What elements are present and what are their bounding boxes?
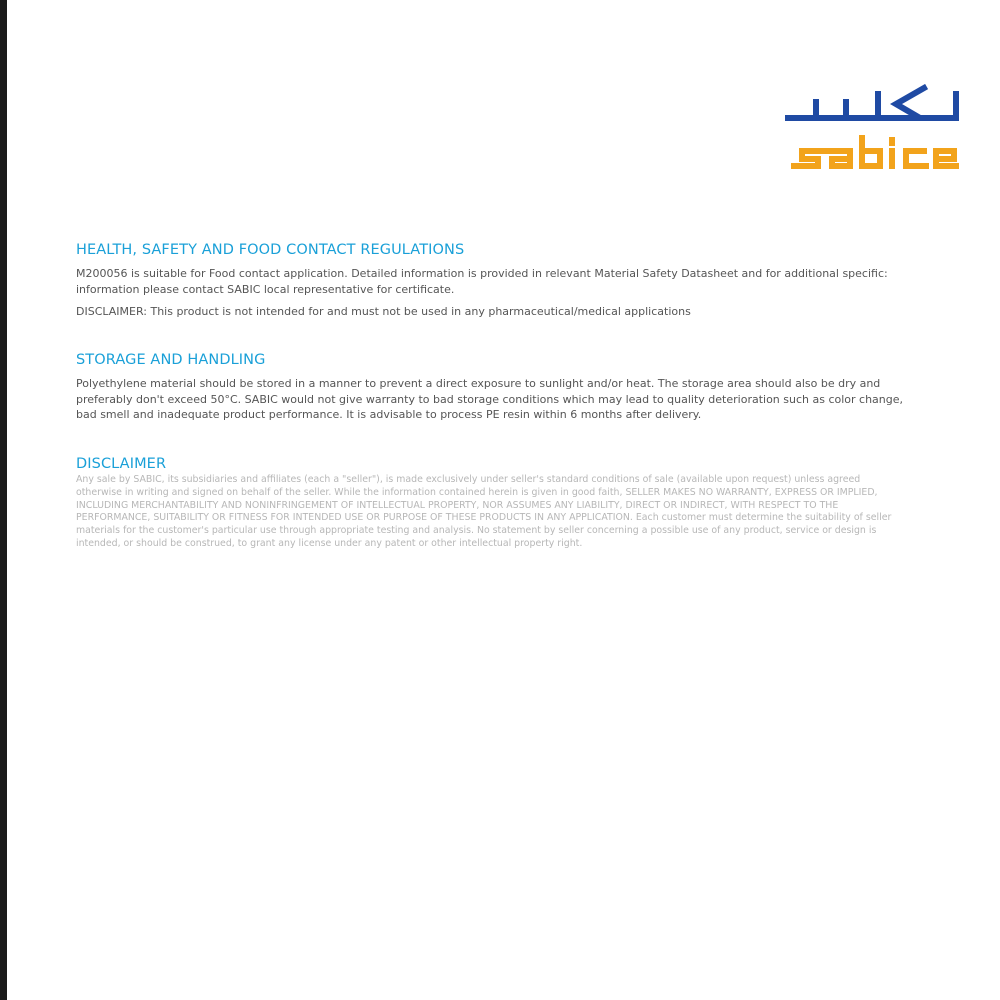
paragraph-line: Polyethylene material should be stored in a manner to prevent a direct exposure to sunlight and/or heat. The storage area should also be dry and: [76, 377, 881, 390]
paragraph-line: bad smell and inadequate product performance. It is advisable to process PE resin within 6 months after delivery.: [76, 408, 702, 421]
disclaimer-line: intended, or should be construed, to grant any license under any patent or other intellectual property right.: [76, 537, 583, 549]
disclaimer-line: INCLUDING MERCHANTABILITY AND NONINFRINGEMENT OF INTELLECTUAL PROPERTY, NOR ASSUMES ANY LIABILITY, DIRECT OR INDIRECT, WITH RESPECT TO THE: [76, 499, 839, 511]
paragraph-line: M200056 is suitable for Food contact application. Detailed information is provided in relevant Material Safety Datasheet and for additional specific:: [76, 267, 888, 280]
sabic-logo: [780, 84, 965, 184]
disclaimer-line: Any sale by SABIC, its subsidiaries and affiliates (each a "seller"), is made exclusively under seller's standard conditions of sale (available upon request) unless agreed: [76, 474, 861, 485]
disclaimer-line: otherwise in writing and signed on behalf of the seller. While the information contained herein is given in good faith, SELLER MAKES NO WARRANTY, EXPRESS OR IMPLIED,: [76, 486, 878, 498]
storage-handling-heading: STORAGE AND HANDLING: [76, 352, 266, 368]
health-disclaimer-line: DISCLAIMER: This product is not intended for and must not be used in any pharmaceutical/medical applications: [76, 305, 691, 318]
page-left-border: [0, 0, 7, 1000]
disclaimer-line: PERFORMANCE, SUITABILITY OR FITNESS FOR INTENDED USE OR PURPOSE OF THESE PRODUCTS IN ANY APPLICATION. Each customer must determine the suitability of seller: [76, 512, 892, 524]
health-safety-paragraph: [76, 266, 888, 297]
health-safety-heading: HEALTH, SAFETY AND FOOD CONTACT REGULATIONS: [76, 242, 465, 258]
storage-handling-paragraph: [76, 376, 903, 423]
paragraph-line: information please contact SABIC local representative for certificate.: [76, 282, 455, 296]
disclaimer-paragraph: [76, 474, 891, 551]
paragraph-line: preferably don't exceed 50°C. SABIC would not give warranty to bad storage conditions which may lead to quality deterioration such as color change,: [76, 392, 904, 406]
disclaimer-line: materials for the customer's particular use through appropriate testing and analysis. No statement by seller concerning a possible use of any product, service or design is: [76, 525, 877, 537]
sabic-logo-icon: [780, 84, 965, 184]
disclaimer-heading: DISCLAIMER: [76, 456, 167, 472]
